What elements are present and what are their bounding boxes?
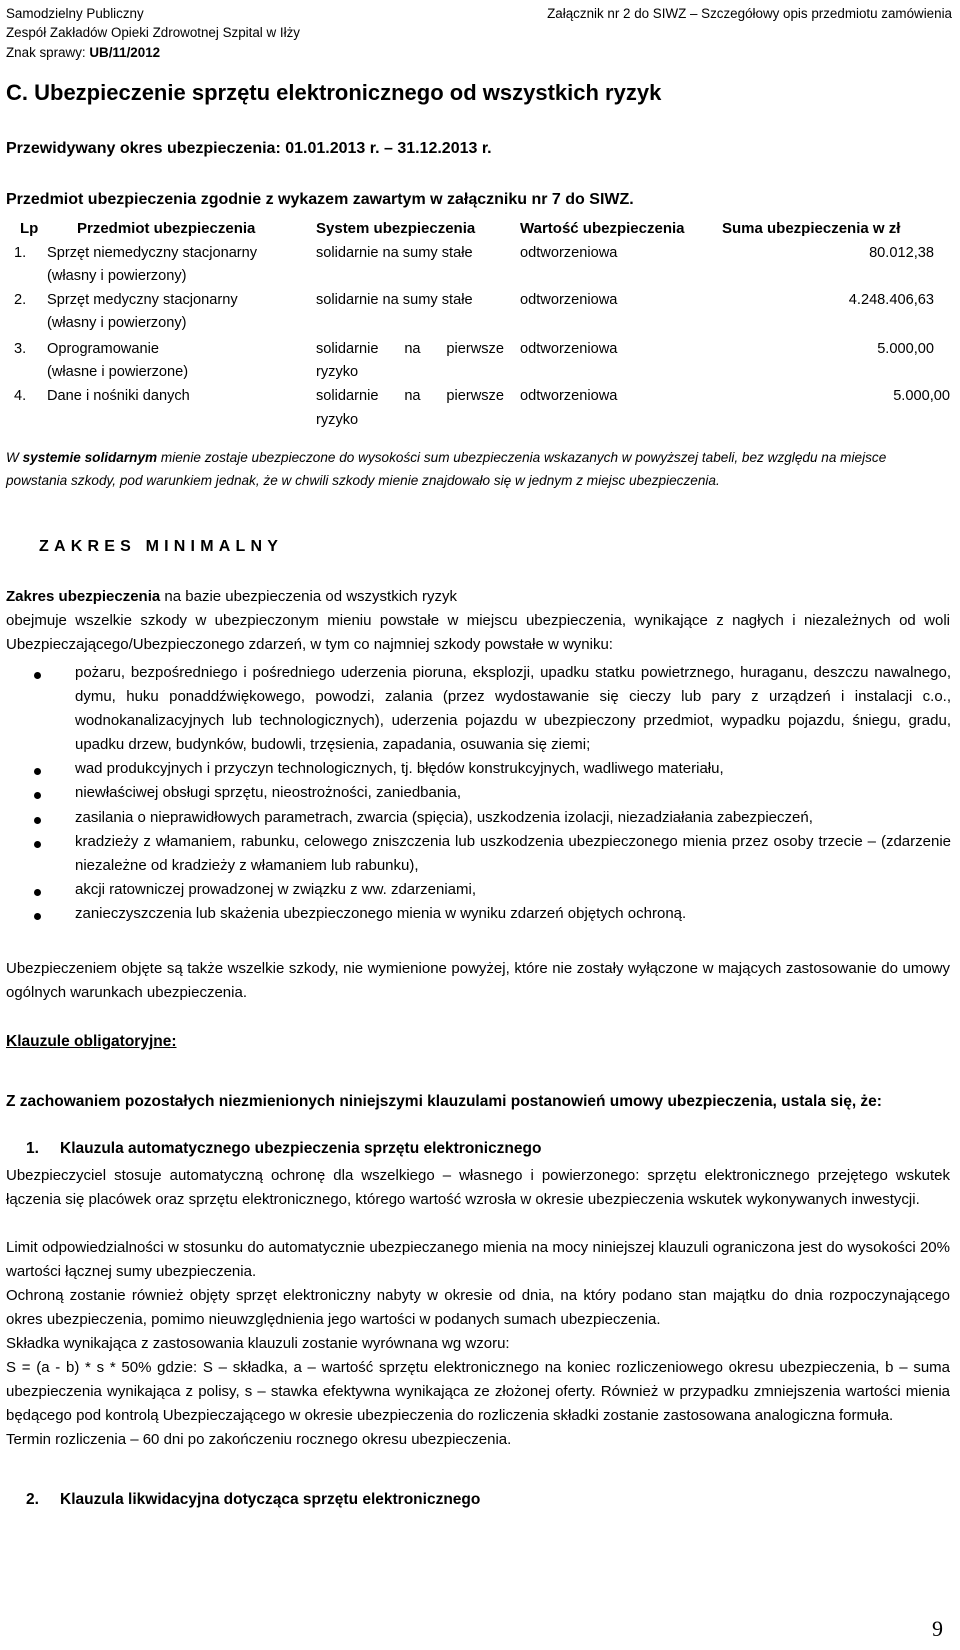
bullet-icon	[34, 672, 41, 679]
insurance-period: Przewidywany okres ubezpieczenia: 01.01.2013 r. – 31.12.2013 r.	[6, 140, 492, 157]
table-row-4-value: odtworzeniowa	[520, 388, 618, 404]
header-left	[6, 4, 300, 62]
table-row-1-sum: 80.012,38	[869, 245, 934, 261]
table-row-3-lp: 3.	[14, 341, 27, 357]
table-row-4-item: Dane i nośniki danych	[47, 388, 190, 404]
table-row-1-lp: 1.	[14, 245, 27, 261]
table-row-3-item-note: (własne i powierzone)	[47, 364, 189, 380]
table-row-2-value: odtworzeniowa	[520, 292, 618, 308]
clause-1-settlement: Termin rozliczenia – 60 dni po zakończeniu rocznego okresu ubezpieczenia.	[6, 1431, 512, 1448]
table-row-1-value: odtworzeniowa	[520, 245, 618, 261]
clause-1-heading: 1. Klauzula automatycznego ubezpieczenia sprzętu elektronicznego	[26, 1140, 542, 1157]
table-row-2-item-note: (własny i powierzony)	[47, 315, 187, 331]
bullet-icon	[34, 913, 41, 920]
table-row-3-item: Oprogramowanie	[47, 341, 159, 357]
list-item: wad produkcyjnych i przyczyn technologicznych, tj. błędów konstrukcyjnych, wadliwego materiału,	[0, 757, 960, 781]
list-item: zasilania o nieprawidłowych parametrach, zwarcia (spięcia), uszkodzenia izolacji, niezadziałania zabezpieczeń,	[0, 806, 960, 830]
table-header-lp: Lp	[20, 220, 39, 237]
table-row-3-value: odtworzeniowa	[520, 341, 618, 357]
table-row-2-item: Sprzęt medyczny stacjonarny	[47, 292, 238, 308]
list-item: niewłaściwej obsługi sprzętu, nieostrożności, zaniedbania,	[0, 781, 960, 805]
clause-1-paragraph-4: Składka wynikająca z zastosowania klauzuli zostanie wyrównana wg wzoru:	[6, 1335, 510, 1352]
section-title: C. Ubezpieczenie sprzętu elektronicznego od wszystkich ryzyk	[6, 80, 662, 105]
list-item: akcji ratowniczej prowadzonej w związku z ww. zdarzeniami,	[0, 878, 960, 902]
table-row-4-lp: 4.	[14, 388, 27, 404]
list-item: kradzieży z włamaniem, rabunku, celowego zniszczenia lub uszkodzenia ubezpieczonego mienia przez osoby trzecie – (zdarzenie niezależne od kradzieży z włamaniem lub rabunku),	[0, 830, 960, 878]
bullet-icon	[34, 841, 41, 848]
table-row-3-system-cont: ryzyko	[316, 364, 359, 380]
additional-coverage: Ubezpieczeniem objęte są także wszelkie szkody, nie wymienione powyżej, które nie zostały wyłączone w mających zastosowanie do umowy ogólnych warunkach ubezpieczenia.	[6, 960, 950, 1001]
table-row-1-system: solidarnie na sumy stałe	[316, 245, 473, 261]
scope-lead: Zakres ubezpieczenia na bazie ubezpieczenia od wszystkich ryzyk	[6, 588, 458, 605]
insurance-subject: Przedmiot ubezpieczenia zgodnie z wykazem zawartym w załączniku nr 7 do SIWZ.	[6, 191, 634, 208]
organization-line-1: Samodzielny Publiczny	[6, 6, 144, 21]
clause-2-heading: 2. Klauzula likwidacyjna dotycząca sprzętu elektronicznego	[26, 1491, 481, 1508]
scope-description: obejmuje wszelkie szkody w ubezpieczonym mieniu powstałe w miejscu ubezpieczenia, wynikające z nagłych i niezależnych od woli Ubezpieczającego/Ubezpieczonego zdarzeń, w tym co najmniej szkody powstałe w wyniku:	[6, 612, 950, 653]
header-right: Załącznik nr 2 do SIWZ – Szczegółowy opis przedmiotu zamówienia	[547, 6, 952, 21]
list-item: zanieczyszczenia lub skażenia ubezpieczonego mienia w wyniku zdarzeń objętych ochroną.	[0, 902, 960, 926]
bullet-icon	[34, 792, 41, 799]
table-row-4-system: solidarnie na pierwsze	[316, 388, 504, 404]
table-row-2-lp: 2.	[14, 292, 27, 308]
table-row-3-system: solidarnie na pierwsze	[316, 341, 504, 357]
table-row-2-system: solidarnie na sumy stałe	[316, 292, 473, 308]
bullet-icon	[34, 768, 41, 775]
clause-1-paragraph-2: Limit odpowiedzialności w stosunku do automatycznie ubezpieczanego mienia na mocy niniejszej klauzuli ograniczona jest do wysokości 20% wartości łącznej sumy ubezpieczenia.	[6, 1239, 950, 1280]
table-header-value: Wartość ubezpieczenia	[520, 220, 685, 237]
mandatory-clauses-heading: Klauzule obligatoryjne:	[6, 1033, 177, 1050]
case-number: UB/11/2012	[89, 44, 161, 60]
table-row-4-sum: 5.000,00	[893, 388, 950, 404]
table-row-1-item-note: (własny i powierzony)	[47, 268, 187, 284]
clause-1-paragraph-1: Ubezpieczyciel stosuje automatyczną ochronę dla wszelkiego – własnego i powierzonego: sprzętu elektronicznego przejętego wskutek łączenia się placówek oraz sprzętu elektronicznego, którego wartość wzrosła w okresie ubezpieczenia wskutek wykonywanych inwestycji.	[6, 1167, 950, 1208]
list-item: pożaru, bezpośredniego i pośredniego uderzenia pioruna, eksplozji, upadku statku powietrznego, huraganu, deszczu nawalnego, dymu, huku ponaddźwiękowego, powodzi, zalania (przez wydostawanie się cieczy lub pary z urządzeń i instalacji c.o., wodnokanalizacyjnych lub technologicznych), uderzenia pojazdu w ubezpieczony przedmiot, wypadku pojazdu, śniegu, gradu, upadku drzew, budynków, budowli, trzęsienia, zapadania, osuwania się ziemi;	[0, 661, 960, 757]
risk-list	[0, 661, 960, 926]
clauses-intro: Z zachowaniem pozostałych niezmienionych niniejszymi klauzulami postanowień umowy ubezpieczenia, ustala się, że:	[6, 1093, 882, 1110]
organization-line-2: Zespół Zakładów Opieki Zdrowotnej Szpital w Iłży	[6, 25, 300, 41]
clause-1-paragraph-3: Ochroną zostanie również objęty sprzęt elektroniczny nabyty w okresie od dnia, na który podano stan majątku do dnia rozpoczynającego okres ubezpieczenia, pomimo nieuwzględnienia jego wartości w podanych sumach ubezpieczenia.	[6, 1287, 950, 1328]
bullet-icon	[34, 889, 41, 896]
table-row-3-sum: 5.000,00	[877, 341, 934, 357]
clause-1-formula: S = (a - b) * s * 50% gdzie: S – składka, a – wartość sprzętu elektronicznego na koniec rozliczeniowego okresu ubezpieczenia, b – suma ubezpieczenia wynikająca z polisy, s – stawka efektywna wynikająca ze złożonej oferty. Również w przypadku zmniejszenia wartości mienia będącego pod kontrolą Ubezpieczającego w okresie ubezpieczenia do rozliczenia składki zostanie zastosowana analogiczna formuła.	[6, 1359, 950, 1424]
minimal-scope-heading: ZAKRES MINIMALNY	[39, 538, 284, 555]
table-row-2-sum: 4.248.406,63	[848, 292, 934, 308]
solidarity-note: W systemie solidarnym mienie zostaje ubezpieczone do wysokości sum ubezpieczenia wskazanych w powyższej tabeli, bez względu na miejsce powstania szkody, pod warunkiem jednak, że w chwili szkody mienie znajdowało się w jednym z miejsc ubezpieczenia.	[6, 450, 887, 488]
table-header-system: System ubezpieczenia	[316, 220, 476, 237]
table-header-item: Przedmiot ubezpieczenia	[77, 220, 256, 237]
table-row-1-item: Sprzęt niemedyczny stacjonarny	[47, 245, 258, 261]
case-reference: Znak sprawy: UB/11/2012	[6, 44, 161, 60]
page-number: 9	[932, 1616, 943, 1641]
table-header-sum: Suma ubezpieczenia w zł	[722, 220, 901, 237]
table-row-4-system-cont: ryzyko	[316, 412, 359, 428]
bullet-icon	[34, 817, 41, 824]
